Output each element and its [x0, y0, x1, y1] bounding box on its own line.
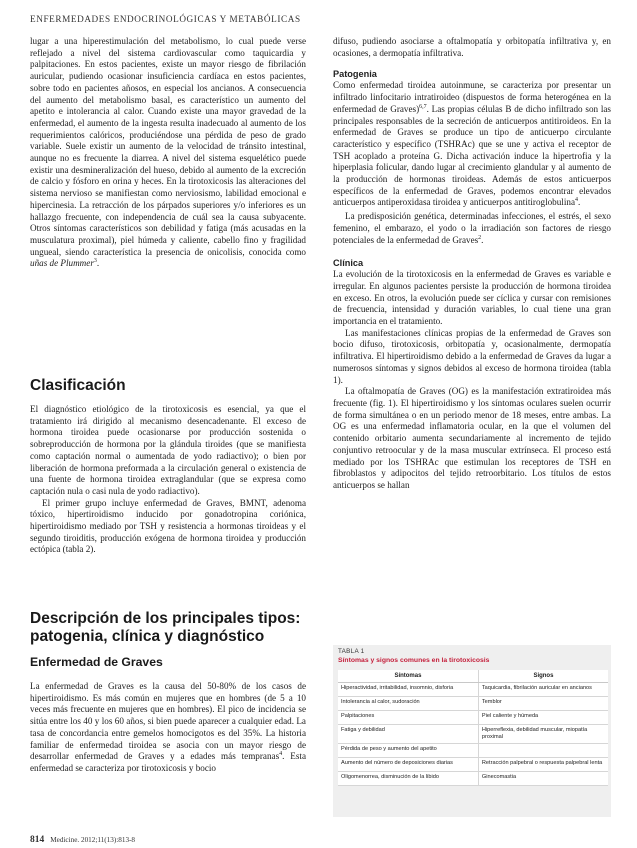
table-body: [338, 670, 608, 786]
patogenia-paragraph-1: Como enfermedad tiroidea autoinmune, se caracteriza por presentar un infiltrado linfocitario intratiroideo (dispuestos de forma heterogénea en la enfermedad de Graves)$^{6,7}$. Las propias células B de dicho infiltrado son las principales responsables de la secreción de anticuerpos antitiroideos. En la enfermedad de Graves se produce un tipo de anticuerpo circulante característico y específico (TSHRAc) que se une y activa el receptor de TSH acoplado a proteína G. Dicha activación induce la hipertrofia y la hiperplasia folicular, dando lugar al crecimiento glandular y al aumento de la producción de hormonas tiroideas. Además de estos anticuerpos específicos de la enfermedad de Graves, podemos encontrar elevados anticuerpos antiperoxidasa tiroidea y anticuerpos antitiroglobulina$^4$.: [333, 80, 611, 208]
cell-sign: Retracción palpebral o respuesta palpebral lenta: [478, 757, 608, 771]
cell-sign: Ginecomastia: [478, 771, 608, 785]
table-row: [338, 757, 608, 771]
cell-symptom: Hiperactividad, irritabilidad, insomnio, disforia: [338, 683, 478, 697]
clasificacion-block: [30, 404, 306, 556]
running-head: ENFERMEDADES ENDOCRINOLÓGICAS Y METABÓLICAS: [30, 14, 301, 24]
ref-superscript: 4: [575, 197, 578, 204]
table-1: [333, 645, 611, 817]
left-column: [30, 36, 306, 270]
patogenia-paragraph-2: La predisposición genética, determinadas infecciones, el estrés, el sexo femenino, el embarazo, el yodo o la irradiación son factores de riesgo potenciales de la enfermedad de Graves$^2$.: [333, 211, 611, 245]
graves-block: [30, 681, 306, 775]
table-row: [338, 711, 608, 725]
ref-superscript: 6,7: [419, 103, 427, 110]
continuation-paragraph: difuso, pudiendo asociarse a oftalmopatía y orbitopatía infiltrativa y, en ocasiones, a dermopatía infiltrativa.: [333, 36, 611, 58]
heading-patogenia: Patogenia: [333, 69, 377, 80]
page-footer: [30, 834, 135, 845]
heading-clinica: Clínica: [333, 258, 364, 269]
graves-paragraph: La enfermedad de Graves es la causa del 50-80% de los casos de hipertiroidismo. Es más común en mujeres que en hombres (de 5 a 10 veces más frecuente en mujeres que en hombres). El pico de incidencia se sitúa entre los 40 y los 60 años, si bien puede aparecer a cualquier edad. La tasa de concordancia entre gemelos homocigotos es del 35%. La historia familiar de enfermedad tiroidea se asocia con un mayor riesgo de desarrollar enfermedad de Graves y a edades más tempranas$^4$. Esta enfermedad se caracteriza por tirotoxicosis y bocio: [30, 681, 307, 773]
cell-sign: Temblor: [478, 697, 608, 711]
clasificacion-paragraph-2: El primer grupo incluye enfermedad de Graves, BMNT, adenoma tóxico, hipertiroidismo inducido por gonadotropina coriónica, hipertiroidismo mediado por TSH y resistencia a hormonas tiroideas y el segundo tiroiditis, producción exógena de hormona tiroidea y producción ectópica (tabla 2).: [30, 497, 306, 555]
table-row: [338, 697, 608, 711]
table-row: [338, 771, 608, 785]
cell-symptom: Oligomenorrea, disminución de la libido: [338, 771, 478, 785]
cell-symptom: Pérdida de peso y aumento del apetito: [338, 743, 478, 757]
clinica-paragraph-2: Las manifestaciones clínicas propias de la enfermedad de Graves son bocio difuso, tirotoxicosis, orbitopatía y, ocasionalmente, dermopatía infiltrativa. El hipertiroidismo debido a la enfermedad de Graves da lugar a numerosos síntomas y signos debidos al exceso de hormona tiroidea (tabla 1).: [333, 327, 611, 385]
table-row: [338, 743, 608, 757]
table-row: [338, 725, 608, 744]
clinica-paragraph-1: La evolución de la tirotoxicosis en la enfermedad de Graves es variable e irregular. En algunos pacientes persiste la producción de hormona tiroidea en exceso. En otros, la evolución puede ser cíclica y cursar con remisiones de frecuencia, intensidad y duración variables, lo cual tiene una gran importancia en el tratamiento.: [333, 269, 611, 327]
ref-superscript: 3: [93, 258, 97, 265]
column-header-signs: Signos: [478, 670, 608, 683]
page-number: 814: [30, 835, 45, 845]
cell-sign: Hiperreflexia, debilidad muscular, miopatía proximal: [478, 725, 608, 744]
cell-symptom: Palpitaciones: [338, 711, 478, 725]
ref-superscript: 2: [478, 234, 482, 241]
column-header-symptoms: Síntomas: [338, 670, 478, 683]
table-title: Síntomas y signos comunes en la tirotoxicosis: [338, 657, 490, 664]
subsection-heading-graves: Enfermedad de Graves: [30, 655, 163, 669]
cell-sign: Piel caliente y húmeda: [478, 711, 608, 725]
cell-symptom: Aumento del número de deposiciones diarias: [338, 757, 478, 771]
symptoms-signs-table: [338, 670, 608, 786]
table-row: [338, 683, 608, 697]
cell-symptom: Intolerancia al calor, sudoración: [338, 697, 478, 711]
cell-symptom: Fatiga y debilidad: [338, 725, 478, 744]
ref-superscript: 4: [279, 751, 283, 758]
cell-sign: [478, 743, 608, 757]
clasificacion-paragraph-1: El diagnóstico etiológico de la tirotoxicosis es esencial, ya que el tratamiento irá dirigido al mecanismo desencadenante. El exceso de hormona tiroidea puede ocasionarse por producción sostenida o sobreproducción de hormona por la glándula tiroides (que se manifiesta como captación normal o aumentada de yodo radiactivo); o bien por liberación de hormona preformada a la circulación general o existencia de una fuente de hormona tiroidea extraglandular (que se expresa como captación nula o casi nula de yodo radiactivo).: [30, 404, 306, 496]
table-label: TABLA 1: [338, 648, 365, 655]
citation: Medicine. 2012;11(13):813-8: [50, 836, 136, 844]
section-heading-clasificacion: Clasificación: [30, 377, 126, 394]
italic-term: uñas de Plummer: [30, 258, 94, 269]
right-column: [333, 36, 611, 492]
cell-sign: Taquicardia, fibrilación auricular en ancianos: [478, 683, 608, 697]
intro-paragraph: lugar a una hiperestimulación del metabolismo, lo cual puede verse reflejado a nivel del sistema cardiovascular como taquicardia y palpitaciones. En estos pacientes, existe un mayor riesgo de fibrilación auricular, pudiendo ocasionar insuficiencia cardíaca en estos pacientes, sobre todo en pacientes añosos, en especial los ancianos. A consecuencia del aumento del metabolismo basal, es característico un aumento del apetito e intolerancia al calor. Cuando existe una mayor gravedad de la enfermedad, el aumento de la ingesta resulta inadecuado al aumento de los requerimientos calóricos, produciéndose una pérdida de peso de grado variable. Suele existir un aumento de la velocidad de tránsito intestinal, aunque no es frecuente la diarrea. A nivel del sistema esquelético puede existir una desmineralización del hueso, debido al aumento de la excreción de calcio y fósforo en orina y heces. En la tirotoxicosis las alteraciones del sistema nervioso se manifiestan como nerviosismo, labilidad emocional e hipercinesia. La retracción de los párpados superiores y/o inferiores es un hallazgo frecuente, con independencia de cuál sea la causa subyacente. Otros síntomas característicos son debilidad y fatiga (más acusadas en la musculatura proximal), piel húmeda y caliente, cabello fino y fragilidad ungueal, siendo característica la presencia de onicolisis, conocida como uñas de Plummer$^3$.: [30, 36, 306, 269]
clinica-paragraph-3: La oftalmopatía de Graves (OG) es la manifestación extratiroidea más frecuente (fig. 1). El hipertiroidismo y los síntomas oculares suelen ocurrir de forma simultánea o en un periodo menor de 18 meses, entre ambas. La OG es una enfermedad inflamatoria ocular, en la que el volumen del contenido orbitario aumenta secundariamente al incremento de tejido conjuntivo retroocular y de la masa muscular extrínseca. El proceso está mediado por los TSHRAc que estimulan los receptores de TSH en fibroblastos y adipocitos del tejido retroorbitario. Los títulos de estos anticuerpos se hallan: [333, 386, 611, 490]
section-heading-descripcion: Descripción de los principales tipos: patogenia, clínica y diagnóstico: [30, 610, 301, 645]
